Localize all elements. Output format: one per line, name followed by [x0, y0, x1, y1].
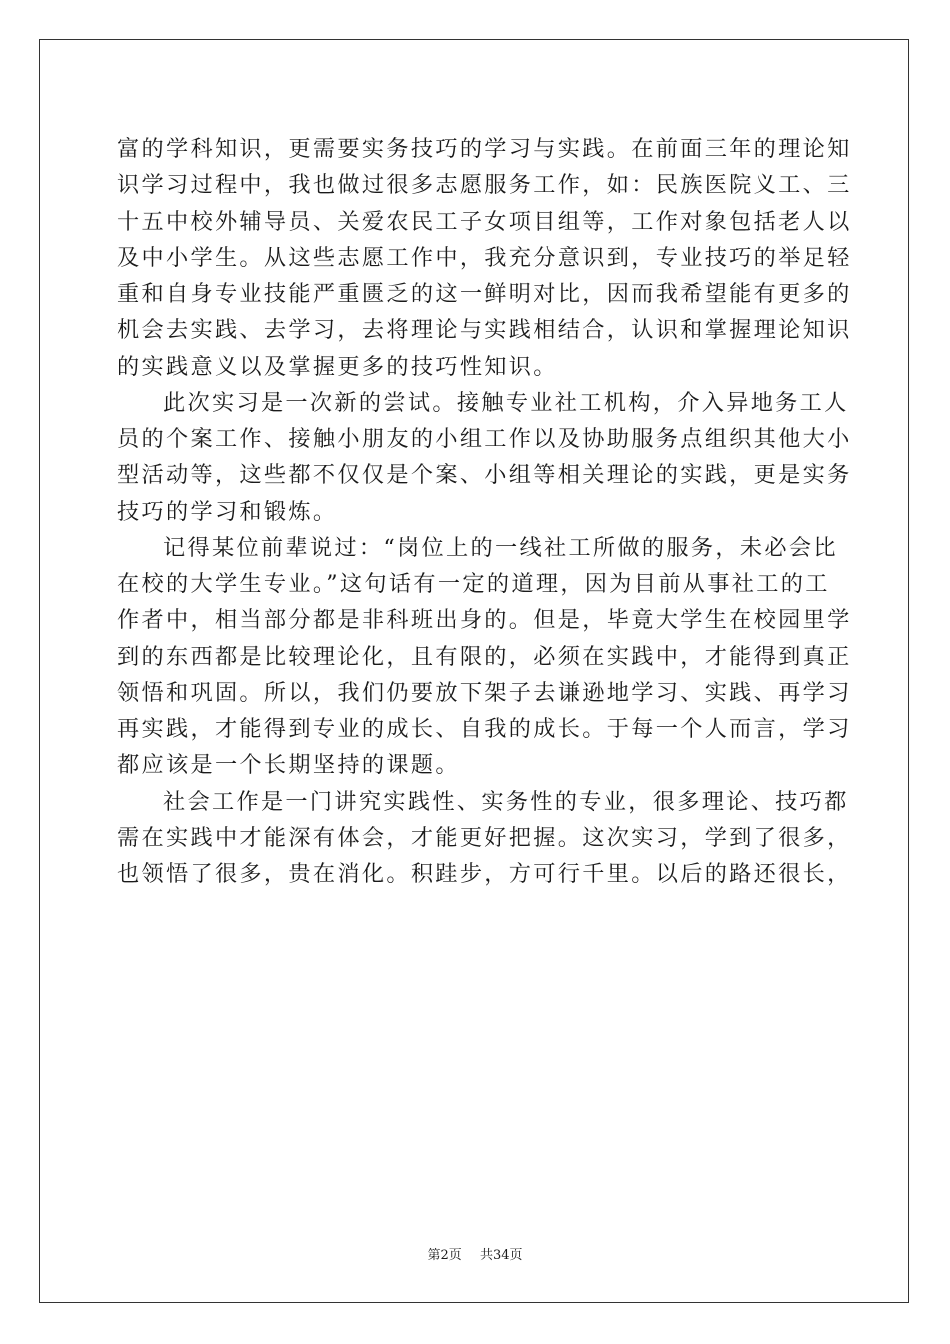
text-line: 型活动等，这些都不仅仅是个案、小组等相关理论的实践，更是实务	[117, 462, 852, 489]
text-line: 作者中，相当部分都是非科班出身的。但是，毕竟大学生在校园里学	[117, 607, 852, 634]
text-line: 也领悟了很多，贵在消化。积跬步，方可行千里。以后的路还很长，	[117, 861, 852, 887]
text-line: 社会工作是一门讲究实践性、实务性的专业，很多理论、技巧都	[163, 788, 849, 815]
page-total: 共34页	[479, 1248, 523, 1263]
text-line: 需在实践中才能深有体会，才能更好把握。这次实习，学到了很多，	[117, 824, 852, 851]
text-line: 技巧的学习和锻炼。	[117, 498, 338, 525]
text-line: 记得某位前辈说过：“岗位上的一线社工所做的服务，未必会比	[163, 534, 838, 561]
text-line: 此次实习是一次新的尝试。接触专业社工机构，介入异地务工人	[163, 389, 849, 416]
text-line: 到的东西都是比较理论化，且有限的，必须在实践中，才能得到真正	[117, 643, 852, 670]
page-footer	[0, 1244, 950, 1263]
text-line: 再实践，才能得到专业的成长、自我的成长。于每一个人而言，学习	[117, 716, 852, 742]
text-line: 十五中校外辅导员、关爱农民工子女项目组等，工作对象包括老人以	[117, 208, 852, 235]
text-line: 领悟和巩固。所以，我们仍要放下架子去谦逊地学习、实践、再学习	[117, 679, 852, 706]
text-line: 机会去实践、去学习，去将理论与实践相结合，认识和掌握理论知识	[117, 317, 852, 344]
text-line: 识学习过程中，我也做过很多志愿服务工作，如：民族医院义工、三	[117, 172, 852, 199]
text-line: 在校的大学生专业。”这句话有一定的道理，因为目前从事社工的工	[117, 571, 830, 597]
text-line: 的实践意义以及掌握更多的技巧性知识。	[117, 353, 558, 380]
document-body	[117, 131, 852, 892]
text-line: 员的个案工作、接触小朋友的小组工作以及协助服务点组织其他大小	[117, 426, 852, 452]
page-number: 第2页	[427, 1248, 462, 1263]
text-line: 及中小学生。从这些志愿工作中，我充分意识到，专业技巧的举足轻	[117, 244, 852, 271]
text-line: 富的学科知识，更需要实务技巧的学习与实践。在前面三年的理论知	[117, 136, 852, 162]
text-line: 都应该是一个长期坚持的课题。	[117, 752, 460, 779]
text-line: 重和自身专业技能严重匮乏的这一鲜明对比，因而我希望能有更多的	[117, 281, 852, 307]
